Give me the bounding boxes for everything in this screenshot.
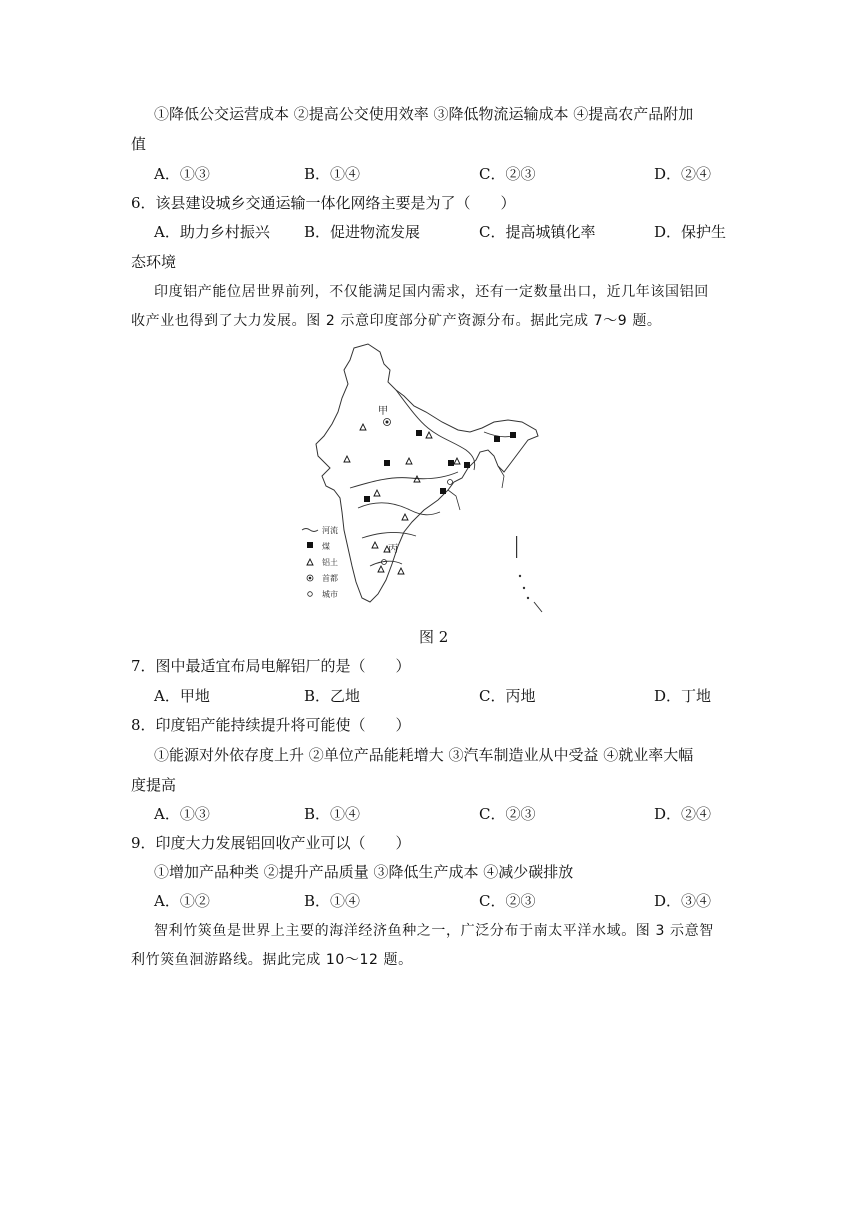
q6-option-b: B．促进物流发展 bbox=[304, 223, 421, 241]
legend-coal: 煤 bbox=[322, 542, 330, 551]
q5-option-a: A．①③ bbox=[154, 165, 210, 183]
q6-option-d: D．保护生 bbox=[654, 223, 727, 241]
q8-option-b: B．①④ bbox=[304, 805, 361, 823]
legend-city: 城市 bbox=[322, 590, 338, 599]
q5-option-b: B．①④ bbox=[304, 165, 361, 183]
q9-option-c: C．②③ bbox=[479, 892, 536, 910]
passage1-line2: 收产业也得到了大力发展。图 2 示意印度部分矿产资源分布。据此完成 7～9 题。 bbox=[131, 313, 662, 329]
q7-option-d: D．丁地 bbox=[654, 687, 712, 705]
q7-option-a: A．甲地 bbox=[154, 687, 210, 705]
q6-stem: 6．该县建设城乡交通运输一体化网络主要是为了（ ） bbox=[131, 194, 516, 212]
label-bing: 丙 bbox=[388, 544, 398, 555]
rivers bbox=[350, 390, 512, 566]
india-outline bbox=[316, 344, 538, 602]
city-legend-icon bbox=[308, 592, 313, 597]
q8-option-d: D．②④ bbox=[654, 805, 712, 823]
q9-option-a: A．①② bbox=[154, 892, 210, 910]
q8-option-a: A．①③ bbox=[154, 805, 210, 823]
bauxite-legend-icon bbox=[307, 559, 313, 565]
q5-statements: ①降低公交运营成本 ②提高公交使用效率 ③降低物流运输成本 ④提高农产品附加 bbox=[154, 105, 694, 123]
figure2-caption: 图 2 bbox=[419, 628, 449, 646]
legend-river: 河流 bbox=[322, 526, 338, 535]
label-jia: 甲 bbox=[378, 406, 388, 417]
q7-option-b: B．乙地 bbox=[304, 687, 361, 705]
q9-statements: ①增加产品种类 ②提升产品质量 ③降低生产成本 ④减少碳排放 bbox=[154, 863, 574, 881]
islands bbox=[516, 536, 542, 612]
q8-statements-wrap: 度提高 bbox=[131, 776, 177, 794]
river-legend-icon bbox=[302, 529, 318, 532]
q8-stem: 8．印度铝产能持续提升将可能使（ ） bbox=[131, 716, 411, 734]
q5-option-d: D．②④ bbox=[654, 165, 712, 183]
india-mineral-map bbox=[298, 340, 548, 615]
q6-option-a: A．助力乡村振兴 bbox=[154, 223, 270, 241]
q7-option-c: C．丙地 bbox=[479, 687, 536, 705]
q7-stem: 7．图中最适宜布局电解铝厂的是（ ） bbox=[131, 657, 411, 675]
city-icon bbox=[448, 480, 453, 485]
q5-statements-wrap: 值 bbox=[131, 135, 147, 153]
q9-option-d: D．③④ bbox=[654, 892, 712, 910]
q6-option-c: C．提高城镇化率 bbox=[479, 223, 596, 241]
q8-option-c: C．②③ bbox=[479, 805, 536, 823]
coal-markers bbox=[364, 430, 516, 502]
q8-statements: ①能源对外依存度上升 ②单位产品能耗增大 ③汽车制造业从中受益 ④就业率大幅 bbox=[154, 746, 694, 764]
legend-bauxite: 铝土 bbox=[322, 558, 338, 567]
legend-capital: 首都 bbox=[322, 574, 338, 583]
q9-option-b: B．①④ bbox=[304, 892, 361, 910]
q6-option-wrap: 态环境 bbox=[131, 253, 177, 271]
q5-option-c: C．②③ bbox=[479, 165, 536, 183]
passage2-line1: 智利竹筴鱼是世界上主要的海洋经济鱼种之一，广泛分布于南太平洋水域。图 3 示意智 bbox=[154, 923, 714, 939]
q9-stem: 9．印度大力发展铝回收产业可以（ ） bbox=[131, 834, 411, 852]
passage1-line1: 印度铝产能位居世界前列，不仅能满足国内需求，还有一定数量出口，近几年该国铝回 bbox=[154, 284, 709, 300]
bauxite-markers bbox=[344, 424, 460, 574]
coal-legend-icon bbox=[307, 542, 313, 548]
passage2-line2: 利竹筴鱼洄游路线。据此完成 10～12 题。 bbox=[131, 952, 413, 968]
legend bbox=[302, 525, 338, 599]
